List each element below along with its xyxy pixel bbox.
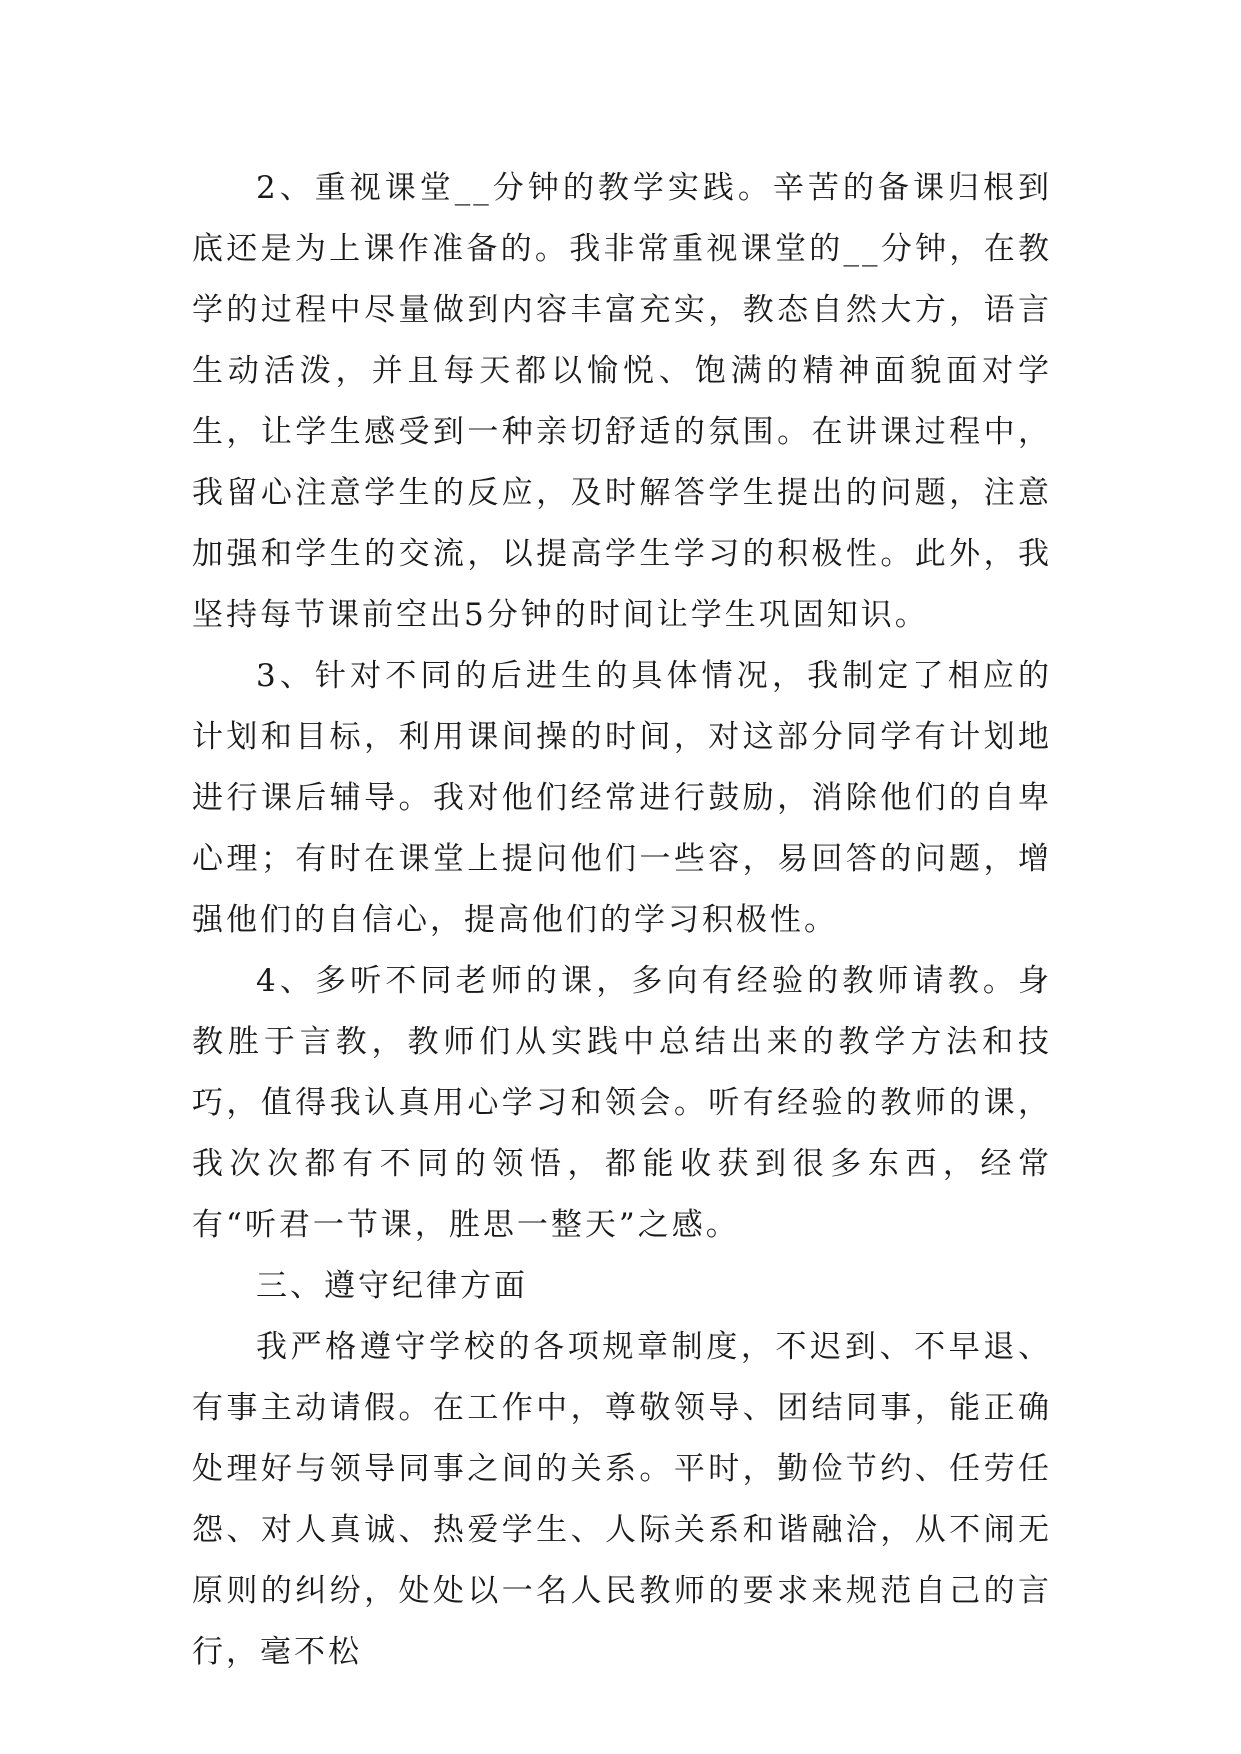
document-body (192, 158, 1052, 1683)
paragraph-discipline: 我严格遵守学校的各项规章制度，不迟到、不早退、有事主动请假。在工作中，尊敬领导、团结同事，能正确处理好与领导同事之间的关系。平时，勤俭节约、任劳任怨、对人真诚、热爱学生、人际关系和谐融洽，从不闹无原则的纠纷，处处以一名人民教师的要求来规范自己的言行，毫不松 (192, 1329, 1052, 1670)
paragraph-item-4: 4、多听不同老师的课，多向有经验的教师请教。身教胜于言教，教师们从实践中总结出来的教学方法和技巧，值得我认真用心学习和领会。听有经验的教师的课，我次次都有不同的领悟，都能收获到很多东西，经常有“听君一节课，胜思一整天”之感。 (192, 963, 1052, 1243)
paragraph-item-2: 2、重视课堂__分钟的教学实践。辛苦的备课归根到底还是为上课作准备的。我非常重视课堂的__分钟，在教学的过程中尽量做到内容丰富充实，教态自然大方，语言生动活泼，并且每天都以愉悦、饱满的精神面貌面对学生，让学生感受到一种亲切舒适的氛围。在讲课过程中，我留心注意学生的反应，及时解答学生提出的问题，注意加强和学生的交流，以提高学生学习的积极性。此外，我坚持每节课前空出5分钟的时间让学生巩固知识。 (192, 170, 1052, 633)
paragraph-item-3: 3、针对不同的后进生的具体情况，我制定了相应的计划和目标，利用课间操的时间，对这部分同学有计划地进行课后辅导。我对他们经常进行鼓励，消除他们的自卑心理；有时在课堂上提问他们一些容，易回答的问题，增强他们的自信心，提高他们的学习积极性。 (192, 658, 1052, 938)
section-heading-discipline: 三、遵守纪律方面 (256, 1268, 528, 1304)
